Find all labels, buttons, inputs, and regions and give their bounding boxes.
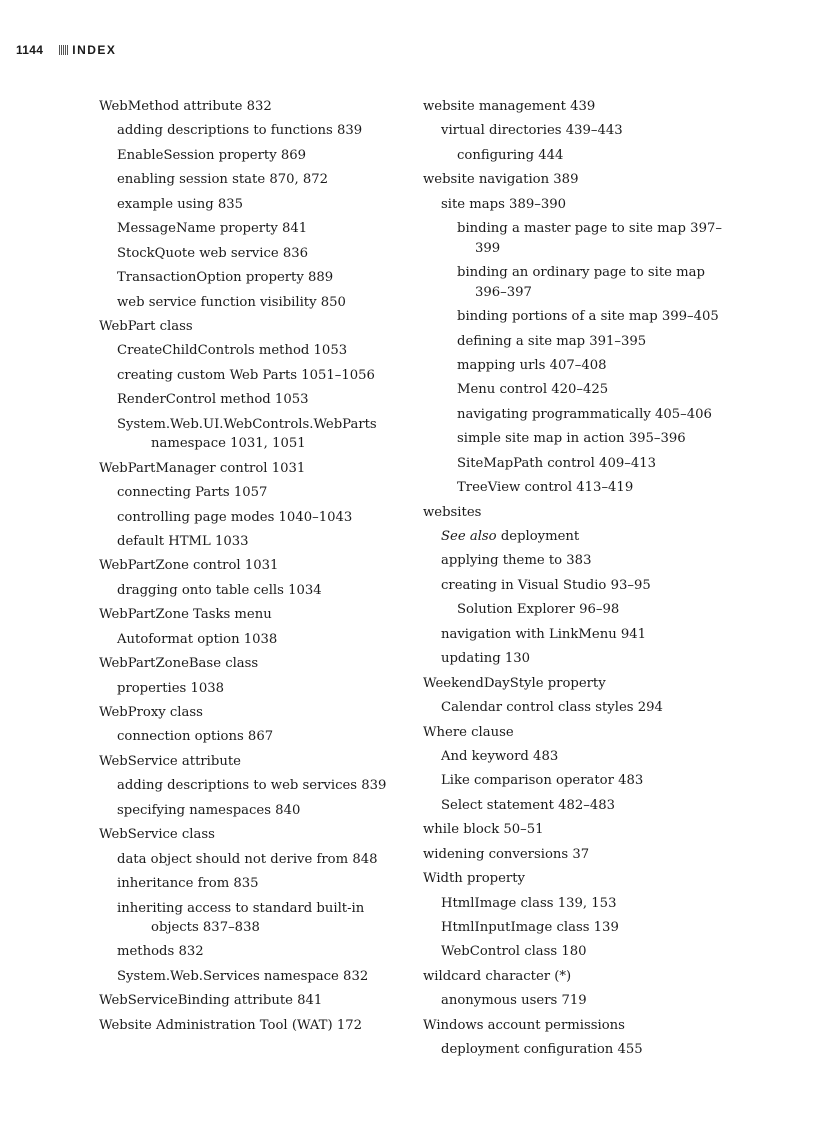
index-entry-text: WebProxy class (99, 705, 203, 720)
index-subentry (99, 415, 399, 454)
section-marker-icon (59, 45, 69, 55)
index-entry-text: Menu control 420–425 (457, 382, 609, 398)
index-entry-text: configuring 444 (457, 147, 564, 163)
index-entry (99, 703, 399, 723)
index-entry-text: inheritance from 835 (117, 876, 259, 892)
section-label: INDEX (72, 43, 117, 57)
index-subentry (99, 850, 399, 870)
index-subentry (423, 918, 733, 938)
index-subentry (99, 219, 399, 239)
index-entry-text: WebControl class 180 (441, 944, 587, 960)
index-entry-text: enabling session state 870, 872 (117, 172, 329, 188)
index-entry (99, 825, 399, 845)
index-entry-text: mapping urls 407–408 (457, 357, 607, 373)
index-entry-text: TreeView control 413–419 (457, 480, 634, 496)
index-subentry (99, 483, 399, 503)
index-entry (423, 503, 733, 523)
index-entry-text: simple site map in action 395–396 (457, 431, 686, 447)
index-entry-text: creating in Visual Studio 93–95 (441, 577, 651, 593)
index-subentry (423, 263, 733, 302)
index-entry-text: WebPartZone Tasks menu (99, 607, 272, 623)
index-subentry (423, 600, 733, 620)
index-subentry (99, 967, 399, 987)
index-subentry (423, 551, 733, 571)
index-subentry (423, 146, 733, 166)
index-entry-text: And keyword 483 (441, 748, 559, 764)
index-subentry (99, 146, 399, 166)
index-entry (99, 752, 399, 772)
index-entry-text: HtmlImage class 139, 153 (441, 895, 617, 911)
index-subentry (423, 380, 733, 400)
index-subentry (423, 527, 733, 547)
index-subentry (423, 942, 733, 962)
index-subentry (423, 698, 733, 718)
index-entry (99, 317, 399, 337)
index-entry (423, 723, 733, 743)
index-entry (423, 967, 733, 987)
index-entry-text: data object should not derive from 848 (117, 851, 378, 867)
page-number: 1144 (16, 43, 44, 57)
index-entry-text: WebPartZone control 1031 (99, 558, 279, 574)
index-entry-text: creating custom Web Parts 1051–1056 (117, 367, 375, 383)
index-subentry (99, 776, 399, 796)
index-entry-text: anonymous users 719 (441, 993, 587, 1009)
index-entry (423, 820, 733, 840)
index-entry-text: web service function visibility 850 (117, 294, 346, 310)
index-entry-text: WebService attribute (99, 753, 241, 769)
index-subentry (423, 356, 733, 376)
index-subentry (423, 219, 733, 258)
index-subentry (99, 293, 399, 313)
index-entry-text: specifying namespaces 840 (117, 802, 301, 818)
page-header (16, 42, 116, 58)
index-entry-text: navigating programmatically 405–406 (457, 406, 712, 422)
index-entry-text: Select statement 482–483 (441, 797, 616, 813)
index-entry-text: System.Web.Services namespace 832 (117, 968, 369, 984)
index-subentry (423, 576, 733, 596)
index-entry-text: WebServiceBinding attribute 841 (99, 993, 323, 1009)
index-entry-text: website management 439 (423, 99, 596, 114)
index-entry-text: site maps 389–390 (441, 196, 566, 212)
index-entry-text: RenderControl method 1053 (117, 392, 309, 408)
index-entry-text: connecting Parts 1057 (117, 485, 268, 501)
index-entry-text: websites (423, 504, 482, 520)
index-entry-text: Like comparison operator 483 (441, 773, 644, 789)
index-entry-text: virtual directories 439–443 (441, 123, 623, 139)
index-entry-text: example using 835 (117, 196, 244, 212)
index-entry-text: applying theme to 383 (441, 553, 592, 569)
index-subentry (423, 478, 733, 498)
index-subentry (99, 121, 399, 141)
index-entry (99, 605, 399, 625)
index-subentry (99, 390, 399, 410)
index-entry-text: adding descriptions to functions 839 (117, 123, 363, 139)
index-entry-text: binding a master page to site map 397–399 (457, 221, 722, 256)
index-entry-text: controlling page modes 1040–1043 (117, 509, 353, 525)
index-subentry (423, 332, 733, 352)
index-entry-text: deployment configuration 455 (441, 1042, 643, 1058)
index-entry-text: properties 1038 (117, 680, 225, 696)
index-subentry (99, 341, 399, 361)
index-entry-text: System.Web.UI.WebControls.WebParts namespace 1031, 1051 (117, 416, 377, 452)
index-subentry (423, 991, 733, 1011)
index-entry-text: WebPartManager control 1031 (99, 460, 306, 476)
index-entry-text: default HTML 1033 (117, 533, 249, 549)
index-entry-text: Width property (423, 871, 525, 887)
index-subentry (99, 170, 399, 190)
index-entry-text: binding portions of a site map 399–405 (457, 309, 719, 325)
index-entry-text: widening conversions 37 (423, 846, 590, 862)
index-entry-text: Website Administration Tool (WAT) 172 (99, 1017, 362, 1033)
index-entry-text: SiteMapPath control 409–413 (457, 455, 656, 471)
index-subentry (99, 942, 399, 962)
index-subentry (99, 899, 399, 938)
index-entry (99, 556, 399, 576)
index-entry-text: deployment (500, 529, 580, 544)
see-also-label: See also (441, 529, 497, 544)
index-subentry (99, 581, 399, 601)
index-entry-text: methods 832 (117, 944, 204, 960)
index-entry (99, 1016, 399, 1036)
index-subentry (423, 429, 733, 449)
index-entry-text: CreateChildControls method 1053 (117, 343, 348, 359)
index-entry (99, 991, 399, 1011)
index-entry-text: while block 50–51 (423, 822, 544, 838)
index-subentry (99, 874, 399, 894)
index-entry (99, 97, 399, 117)
index-entry-text: TransactionOption property 889 (117, 270, 334, 286)
index-subentry (423, 454, 733, 474)
index-subentry (423, 649, 733, 669)
index-entry-text: inheriting access to standard built-in objects 837–838 (117, 900, 365, 935)
index-subentry (423, 307, 733, 327)
index-subentry (99, 630, 399, 650)
index-entry-text: EnableSession property 869 (117, 147, 307, 163)
index-entry-text: WebMethod attribute 832 (99, 99, 272, 114)
index-subentry (99, 679, 399, 699)
index-subentry (99, 268, 399, 288)
index-subentry (99, 366, 399, 386)
index-entry-text: StockQuote web service 836 (117, 245, 309, 261)
index-entry-text: WeekendDayStyle property (423, 675, 606, 691)
index-entry-text: WebService class (99, 827, 215, 843)
index-entry-text: updating 130 (441, 651, 531, 667)
index-subentry (99, 244, 399, 264)
index-subentry (423, 121, 733, 141)
index-subentry (423, 625, 733, 645)
index-entry-text: Windows account permissions (423, 1017, 625, 1033)
index-entry (423, 1016, 733, 1036)
index-subentry (99, 532, 399, 552)
index-subentry (99, 508, 399, 528)
index-subentry (423, 195, 733, 215)
index-entry (423, 845, 733, 865)
index-subentry (423, 405, 733, 425)
index-column-left (99, 97, 399, 1040)
index-entry-text: Calendar control class styles 294 (441, 700, 663, 716)
index-entry (423, 170, 733, 190)
index-subentry (423, 894, 733, 914)
index-entry (99, 459, 399, 479)
index-entry-text: Solution Explorer 96–98 (457, 602, 620, 618)
index-entry (423, 674, 733, 694)
index-subentry (423, 747, 733, 767)
index-entry (423, 97, 733, 117)
index-entry-text: connection options 867 (117, 729, 274, 745)
index-subentry (99, 727, 399, 747)
index-entry (99, 654, 399, 674)
index-subentry (423, 796, 733, 816)
index-entry-text: wildcard character (*) (423, 968, 572, 984)
index-entry-text: adding descriptions to web services 839 (117, 778, 387, 794)
index-entry (423, 869, 733, 889)
index-entry-text: Where clause (423, 724, 514, 740)
index-subentry (99, 801, 399, 821)
index-entry-text: Autoformat option 1038 (117, 631, 278, 647)
index-entry-text: HtmlInputImage class 139 (441, 920, 619, 935)
index-subentry (99, 195, 399, 215)
index-entry-text: binding an ordinary page to site map 396–397 (457, 265, 705, 300)
index-entry-text: MessageName property 841 (117, 221, 308, 237)
index-subentry (423, 1040, 733, 1060)
index-entry-text: WebPartZoneBase class (99, 656, 259, 672)
index-entry-text: navigation with LinkMenu 941 (441, 626, 647, 642)
index-entry-text: defining a site map 391–395 (457, 333, 647, 349)
index-entry-text: WebPart class (99, 318, 193, 334)
index-entry-text: website navigation 389 (423, 172, 579, 188)
index-column-right (423, 97, 733, 1065)
index-entry-text: dragging onto table cells 1034 (117, 582, 322, 598)
index-subentry (423, 771, 733, 791)
